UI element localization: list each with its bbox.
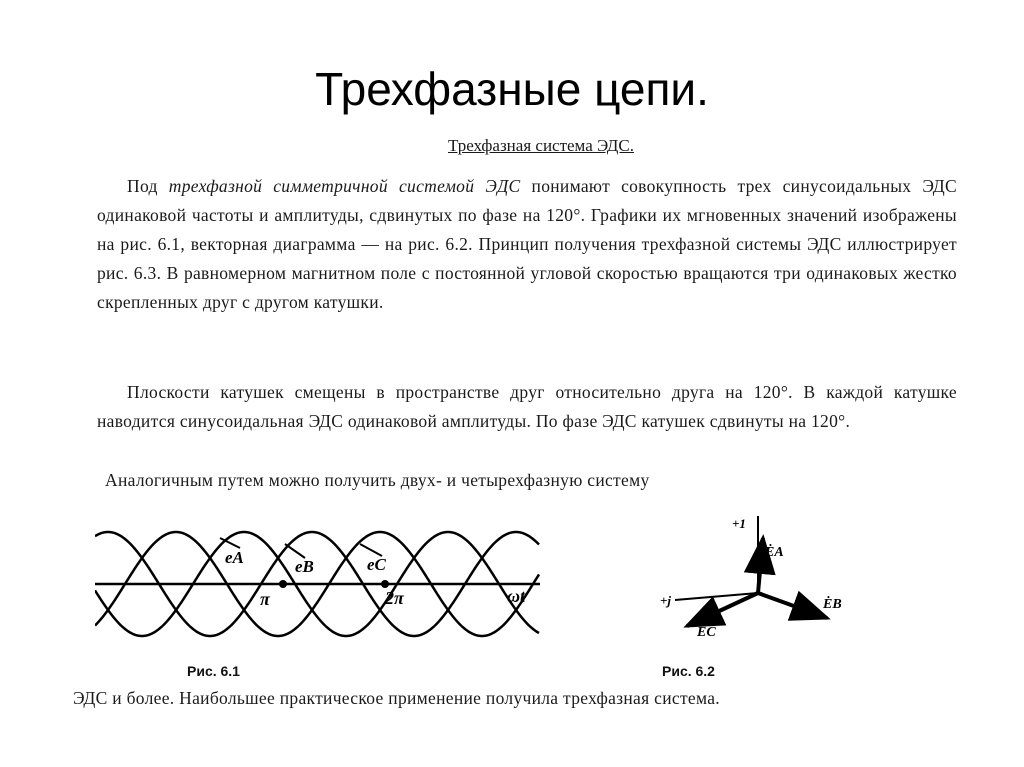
ec-label: eC xyxy=(367,555,386,574)
ea-label: eA xyxy=(225,548,244,567)
paragraph-definition-lead: Под xyxy=(127,176,169,196)
eb-label: eB xyxy=(295,557,314,576)
ea-vector-label: ĖA xyxy=(765,545,784,560)
plusj-label: +j xyxy=(660,593,672,608)
two-pi-point xyxy=(381,580,389,588)
paragraph-coil-planes: Плоскости катушек смещены в пространстве друг относительно друга на 120°. В каждой катушке наводится синусоидальная ЭДС одинаковой амплитуды. По фазе ЭДС катушек сдвинуты на 120°. xyxy=(97,382,957,431)
ec-vector-label: ĖC xyxy=(697,625,716,640)
eb-leader xyxy=(285,544,305,558)
figure-6-2-vector-diagram xyxy=(645,508,855,658)
vector-eb xyxy=(758,593,827,618)
figure-6-1-caption: Рис. 6.1 xyxy=(187,663,240,679)
paragraph-definition-emphasis: трехфазной симметричной системой ЭДС xyxy=(168,176,521,196)
figure-6-2-caption: Рис. 6.2 xyxy=(662,663,715,679)
wt-label: ωt xyxy=(507,586,526,606)
paragraph-definition-rest: понимают совокупность трех синусоидальных ЭДС одинаковой частоты и амплитуды, сдвинутых по фазе на 120°. Графики их мгновенных значений изображены на рис. 6.1, векторная диаграмма — на рис. 6.2. Принцип получения трехфазной системы ЭДС иллюстрирует рис. 6.3. В равномерном магнитном поле с постоянной угловой скоростью вращаются три одинаковых жестко скрепленных друг с другом катушки. xyxy=(97,176,957,312)
slide-title: Трехфазные цепи. xyxy=(315,63,709,115)
pi-label: π xyxy=(260,589,270,609)
paragraph-analogous: Аналогичным путем можно получить двух- и четырехфазную систему xyxy=(105,470,650,490)
eb-vector-label: ĖB xyxy=(823,597,842,612)
figure-6-1-sinusoids xyxy=(95,510,545,660)
paragraph-definition xyxy=(97,172,957,317)
vector-diagram xyxy=(645,508,855,658)
sinusoid-graph xyxy=(95,510,545,660)
document-heading xyxy=(0,136,1024,156)
paragraph-conclusion: ЭДС и более. Наибольшее практическое применение получила трехфазная система. xyxy=(73,688,720,708)
pi-point xyxy=(279,580,287,588)
plus1-label: +1 xyxy=(732,516,746,531)
document-heading-text: Трехфазная система ЭДС. xyxy=(448,136,634,155)
two-pi-label: 2π xyxy=(385,588,404,608)
